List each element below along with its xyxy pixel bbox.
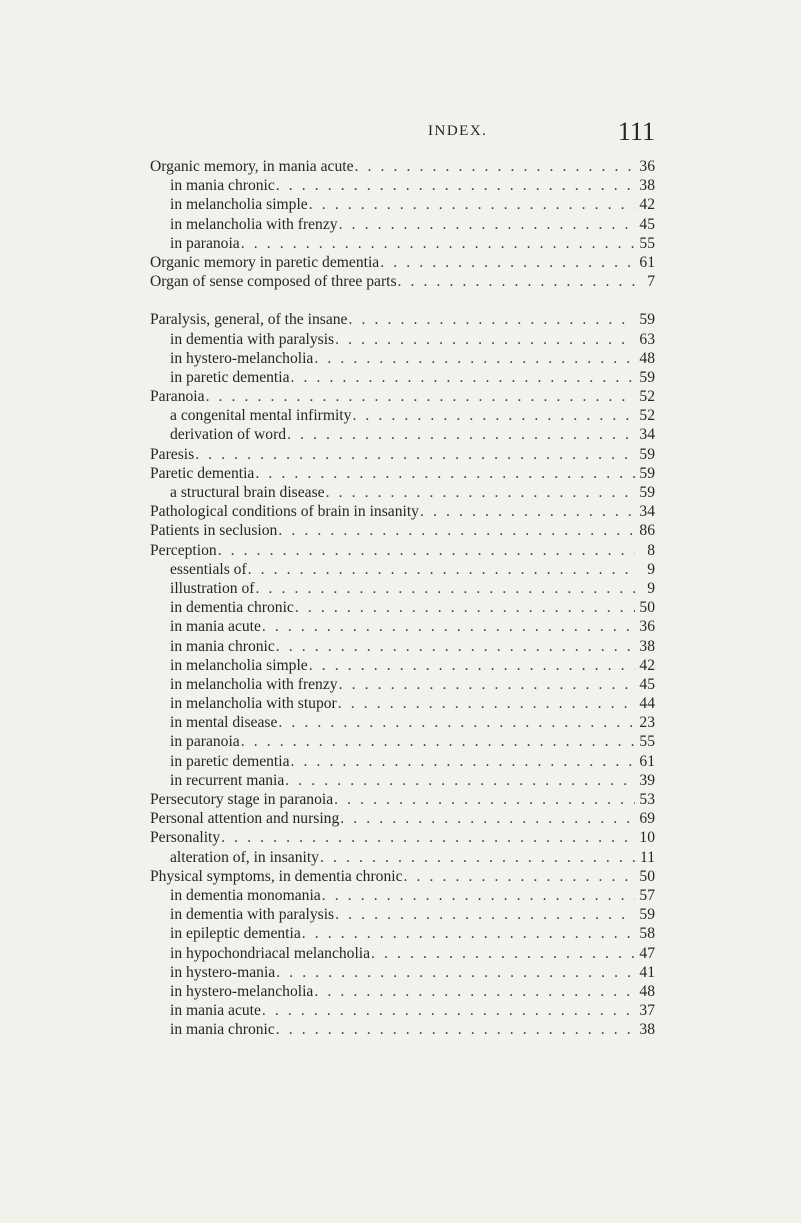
entry-page-number: 42 — [639, 656, 655, 674]
entry-page-number: 34 — [639, 426, 655, 444]
dot-leader — [355, 157, 635, 176]
index-entry — [150, 253, 655, 272]
index-list — [150, 157, 655, 1039]
entry-term: Organ of sense composed of three parts — [150, 273, 397, 291]
entry-page-number: 41 — [639, 963, 655, 981]
index-subentry — [150, 425, 655, 444]
entry-term: in melancholia simple — [170, 656, 308, 674]
dot-leader — [340, 809, 635, 828]
index-entry — [150, 310, 655, 329]
entry-term: a structural brain disease — [170, 484, 325, 501]
dot-leader — [255, 464, 635, 483]
index-entry — [150, 809, 655, 828]
entry-term: in hystero-mania — [170, 963, 276, 981]
entry-term: in mania chronic — [170, 637, 275, 655]
entry-term: Personal attention and nursing — [150, 810, 340, 828]
dot-leader — [295, 598, 635, 617]
entry-page-number: 11 — [639, 848, 655, 866]
entry-term: in dementia monomania — [170, 886, 321, 904]
index-entry — [150, 790, 655, 809]
dot-leader — [339, 215, 635, 234]
entry-term: Paranoia — [150, 388, 205, 406]
index-subentry — [150, 215, 655, 234]
index-subentry — [150, 982, 655, 1001]
entry-page-number: 61 — [639, 253, 655, 271]
entry-page-number: 55 — [639, 733, 655, 751]
index-entry — [150, 541, 655, 560]
entry-page-number: 39 — [639, 771, 655, 789]
entry-term: Pathological conditions of brain in insanity — [150, 503, 419, 521]
page-number: 111 — [617, 117, 655, 146]
entry-term: in dementia chronic — [170, 599, 294, 617]
entry-page-number: 58 — [639, 925, 655, 943]
entry-term: in dementia with paralysis — [170, 906, 335, 924]
index-subentry — [150, 732, 655, 751]
entry-page-number: 50 — [639, 867, 655, 885]
dot-leader — [241, 732, 635, 751]
entry-term: in mania chronic — [170, 177, 275, 195]
dot-leader — [371, 944, 635, 963]
entry-page-number: 47 — [639, 944, 655, 962]
dot-leader — [278, 713, 635, 732]
index-subentry — [150, 886, 655, 905]
dot-leader — [302, 924, 635, 943]
entry-page-number: 59 — [639, 484, 655, 501]
entry-term: Paralysis, general, of the insane — [150, 311, 348, 329]
index-subentry — [150, 330, 655, 349]
entry-page-number: 38 — [639, 637, 655, 655]
dot-leader — [276, 176, 635, 195]
dot-leader — [380, 253, 635, 272]
dot-leader — [420, 502, 635, 521]
index-subentry — [150, 656, 655, 675]
entry-term: in hystero-melancholia — [170, 349, 314, 367]
index-subentry — [150, 848, 655, 867]
dot-leader — [276, 637, 635, 656]
entry-page-number: 59 — [639, 445, 655, 463]
entry-page-number: 36 — [639, 158, 655, 175]
dot-leader — [352, 406, 635, 425]
dot-leader — [335, 330, 635, 349]
index-subentry — [150, 944, 655, 963]
dot-leader — [314, 982, 635, 1001]
entry-term: Paresis — [150, 445, 195, 463]
page-title: INDEX. — [428, 123, 488, 139]
index-subentry — [150, 752, 655, 771]
entry-page-number: 63 — [639, 330, 655, 348]
entry-page-number: 38 — [639, 1021, 655, 1039]
entry-page-number: 48 — [639, 982, 655, 1000]
entry-term: essentials of — [170, 560, 247, 578]
index-entry — [150, 445, 655, 464]
entry-term: in dementia with paralysis — [170, 330, 335, 348]
dot-leader — [218, 541, 635, 560]
entry-page-number: 48 — [639, 349, 655, 367]
dot-leader — [326, 483, 635, 502]
dot-leader — [248, 560, 635, 579]
dot-leader — [262, 1001, 635, 1020]
entry-page-number: 57 — [639, 886, 655, 904]
index-entry — [150, 157, 655, 176]
index-subentry — [150, 598, 655, 617]
entry-page-number: 59 — [639, 906, 655, 924]
index-subentry — [150, 694, 655, 713]
entry-page-number: 10 — [639, 829, 655, 847]
index-subentry — [150, 234, 655, 253]
entry-page-number: 44 — [639, 695, 655, 713]
index-entry — [150, 828, 655, 847]
entry-page-number: 52 — [639, 407, 655, 425]
dot-leader — [285, 771, 635, 790]
dot-leader — [334, 790, 635, 809]
dot-leader — [404, 867, 636, 886]
entry-page-number: 59 — [639, 311, 655, 329]
entry-term: Patients in seclusion — [150, 522, 278, 540]
index-subentry — [150, 963, 655, 982]
entry-term: in paretic dementia — [170, 368, 290, 386]
dot-leader — [276, 963, 635, 982]
index-subentry — [150, 176, 655, 195]
entry-term: in mania acute — [170, 618, 261, 636]
dot-leader — [314, 349, 635, 368]
entry-term: in paretic dementia — [170, 752, 290, 770]
index-subentry — [150, 195, 655, 214]
dot-leader — [309, 656, 635, 675]
entry-page-number: 37 — [639, 1002, 655, 1020]
index-subentry — [150, 560, 655, 579]
index-subentry — [150, 368, 655, 387]
index-subentry — [150, 924, 655, 943]
index-entry — [150, 464, 655, 483]
entry-term: Persecutory stage in paranoia — [150, 791, 334, 808]
entry-page-number: 9 — [647, 579, 655, 597]
entry-term: in mania chronic — [170, 1021, 275, 1039]
entry-page-number: 59 — [639, 368, 655, 386]
index-subentry — [150, 483, 655, 502]
entry-page-number: 36 — [639, 618, 655, 636]
entry-page-number: 61 — [639, 752, 655, 770]
dot-leader — [348, 310, 635, 329]
page-header — [150, 117, 655, 149]
index-subentry — [150, 1020, 655, 1039]
entry-page-number: 50 — [639, 599, 655, 617]
entry-page-number: 45 — [639, 215, 655, 233]
dot-leader — [309, 195, 635, 214]
dot-leader — [339, 675, 635, 694]
entry-page-number: 7 — [647, 273, 655, 291]
entry-term: in hypochondriacal melancholia — [170, 944, 371, 962]
entry-term: illustration of — [170, 579, 255, 597]
index-subentry — [150, 579, 655, 598]
dot-leader — [335, 905, 635, 924]
entry-page-number: 45 — [639, 675, 655, 693]
dot-leader — [241, 234, 635, 253]
entry-term: Paretic dementia — [150, 464, 255, 482]
index-entry — [150, 272, 655, 291]
entry-term: Personality — [150, 829, 221, 847]
entry-term: Perception — [150, 541, 217, 559]
dot-leader — [291, 368, 636, 387]
index-entry — [150, 521, 655, 540]
entry-term: in melancholia with frenzy — [170, 215, 338, 233]
dot-leader — [262, 617, 635, 636]
entry-term: in hystero-melancholia — [170, 982, 314, 1000]
index-subentry — [150, 771, 655, 790]
index-subentry — [150, 406, 655, 425]
entry-term: in melancholia simple — [170, 196, 308, 214]
dot-leader — [206, 387, 635, 406]
index-subentry — [150, 637, 655, 656]
index-subentry — [150, 349, 655, 368]
entry-page-number: 42 — [639, 196, 655, 214]
entry-term: a congenital mental infirmity — [170, 407, 352, 425]
entry-term: Organic memory, in mania acute — [150, 158, 354, 175]
entry-page-number: 69 — [639, 810, 655, 828]
entry-page-number: 86 — [639, 522, 655, 540]
entry-page-number: 59 — [639, 464, 655, 482]
entry-term: in melancholia with frenzy — [170, 675, 338, 693]
index-entry — [150, 502, 655, 521]
dot-leader — [221, 828, 635, 847]
entry-page-number: 52 — [639, 388, 655, 406]
entry-term: in epileptic dementia — [170, 925, 301, 943]
entry-page-number: 8 — [647, 541, 655, 559]
entry-page-number: 9 — [647, 560, 655, 578]
dot-leader — [398, 272, 635, 291]
index-entry — [150, 387, 655, 406]
dot-leader — [255, 579, 635, 598]
entry-term: in paranoia — [170, 733, 240, 751]
index-subentry — [150, 713, 655, 732]
dot-leader — [276, 1020, 635, 1039]
dot-leader — [291, 752, 636, 771]
entry-page-number: 38 — [639, 177, 655, 195]
entry-page-number: 55 — [639, 234, 655, 252]
dot-leader — [320, 848, 635, 867]
entry-page-number: 34 — [639, 503, 655, 521]
entry-term: in recurrent mania — [170, 771, 285, 789]
entry-page-number: 23 — [639, 714, 655, 732]
index-subentry — [150, 675, 655, 694]
entry-term: in mental disease — [170, 714, 278, 732]
dot-leader — [338, 694, 635, 713]
entry-term: Organic memory in paretic dementia — [150, 253, 380, 271]
index-subentry — [150, 617, 655, 636]
index-subentry — [150, 905, 655, 924]
entry-term: derivation of word — [170, 426, 287, 444]
dot-leader — [322, 886, 635, 905]
dot-leader — [287, 425, 635, 444]
entry-term: in mania acute — [170, 1002, 261, 1020]
entry-term: in paranoia — [170, 234, 240, 252]
entry-term: alteration of, in insanity — [170, 848, 319, 866]
entry-page-number: 53 — [639, 791, 655, 808]
index-entry — [150, 867, 655, 886]
entry-term: in melancholia with stupor — [170, 695, 337, 713]
dot-leader — [278, 521, 635, 540]
index-subentry — [150, 1001, 655, 1020]
entry-term: Physical symptoms, in dementia chronic — [150, 867, 403, 885]
dot-leader — [195, 445, 635, 464]
